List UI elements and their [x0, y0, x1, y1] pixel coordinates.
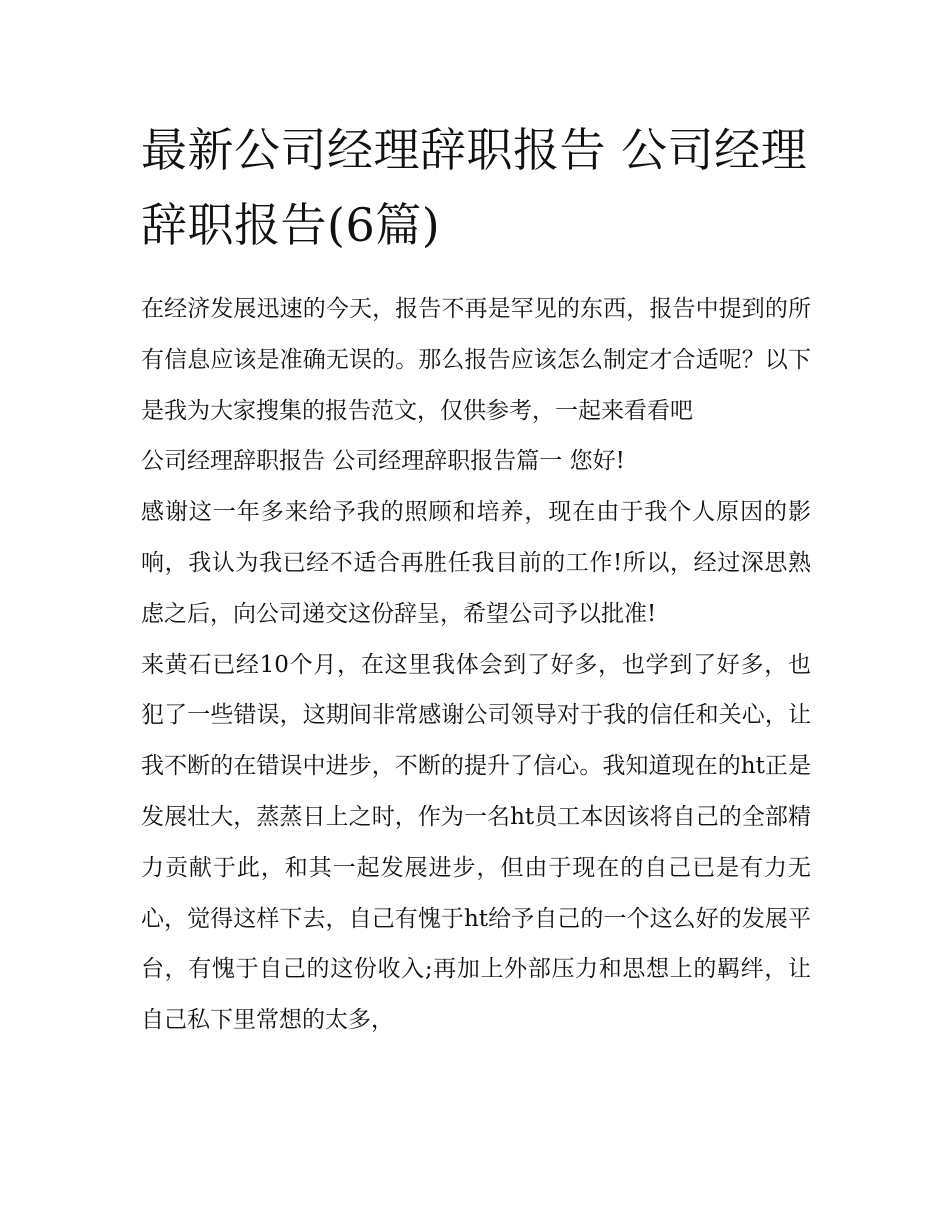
document-title: 最新公司经理辞职报告 公司经理辞职报告(6篇)	[141, 123, 808, 252]
intro-paragraph: 在经济发展迅速的今天，报告不再是罕见的东西，报告中提到的所有信息应该是准确无误的。那么报告应该怎么制定才合适呢？以下是我为大家搜集的报告范文，仅供参考，一起来看看吧	[141, 296, 811, 424]
body-paragraph-experience: 来黄石已经10个月，在这里我体会到了好多，也学到了好多，也犯了一些错误，这期间非常感谢公司领导对于我的信任和关心，让我不断的在错误中进步，不断的提升了信心。我知道现在的ht正是发展壮大，蒸蒸日上之时，作为一名ht员工本因该将自己的全部精力贡献于此，和其一起发展进步，但由于现在的自己已是有力无心，觉得这样下去，自己有愧于ht给予自己的一个这么好的发展平台，有愧于自己的这份收入;再加上外部压力和思想上的羁绊，让自己私下里常想的太多，	[141, 651, 811, 1034]
body-paragraph-thanks: 感谢这一年多来给予我的照顾和培养，现在由于我个人原因的影响，我认为我已经不适合再胜任我目前的工作!所以，经过深思熟虑之后，向公司递交这份辞呈，希望公司予以批准!	[141, 499, 811, 627]
report-heading-line: 公司经理辞职报告 公司经理辞职报告篇一 您好!	[141, 448, 625, 475]
document-body	[141, 113, 811, 1046]
